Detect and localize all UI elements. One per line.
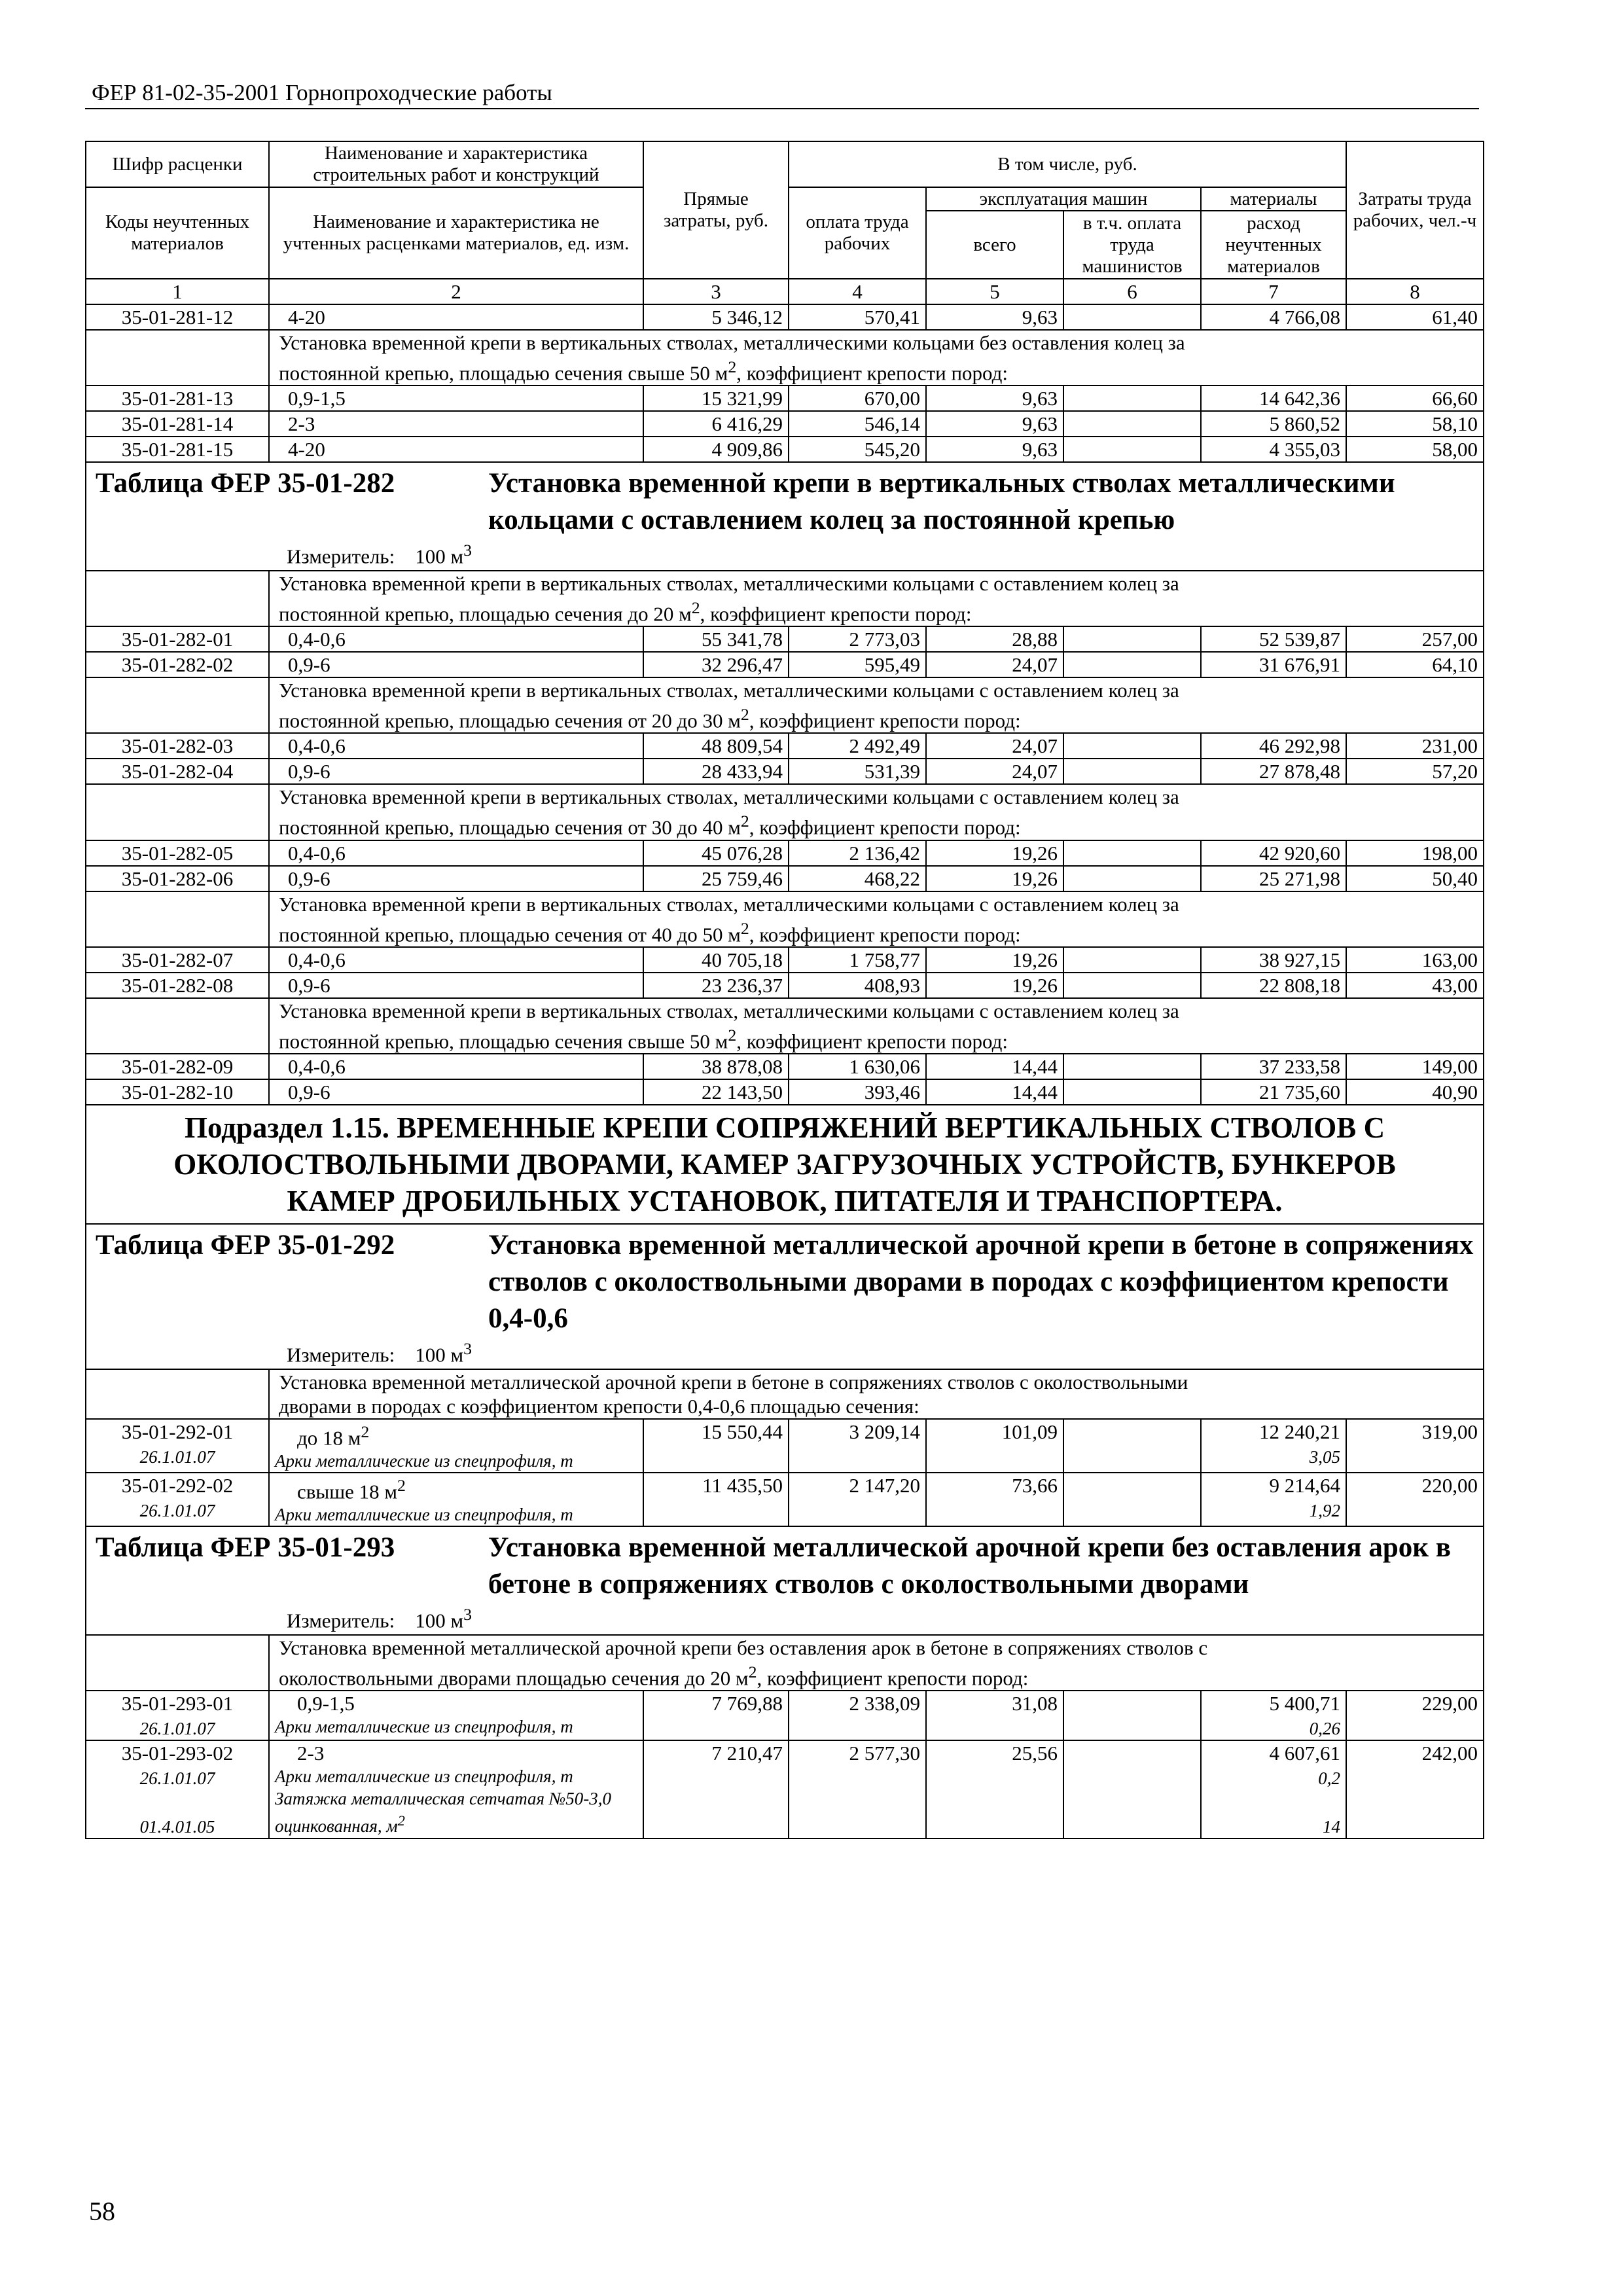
rates-table bbox=[85, 141, 1484, 1839]
table-row: 35-01-282-04 0,9-6 28 433,94 531,39 24,07 27 878,48 57,20 bbox=[86, 759, 1484, 784]
column-numbers: 1 2 3 4 5 6 7 8 bbox=[86, 279, 1484, 304]
table-row: 35-01-282-01 0,4-0,6 55 341,78 2 773,03 28,88 52 539,87 257,00 bbox=[86, 626, 1484, 652]
head-hours: Затраты труда рабочих, чел.-ч bbox=[1346, 141, 1484, 279]
table-name: Установка временной металлической арочной крепи без оставления арок в бетоне в сопряжениях стволов с околоствольными дворами bbox=[488, 1532, 1452, 1600]
group-description: Установка временной металлической арочной крепи в бетоне в сопряжениях стволов с околоствольными дворами в породах с коэффициентом крепости 0,4-0,6 площадью сечения: bbox=[86, 1369, 1484, 1419]
table-title-282 bbox=[86, 462, 1484, 570]
measure: Измеритель: 100 $м^3$ bbox=[287, 1339, 472, 1367]
section-heading: Подраздел 1.15. ВРЕМЕННЫЕ КРЕПИ СОПРЯЖЕНИЙ ВЕРТИКАЛЬНЫХ СТВОЛОВ С ОКОЛОСТВОЛЬНЫМИ ДВОРАМИ, КАМЕР ЗАГРУЗОЧНЫХ УСТРОЙСТВ, БУНКЕРОВ КАМЕР ДРОБИЛЬНЫХ УСТАНОВОК, ПИТАТЕЛЯ И ТРАНСПОРТЕРА. bbox=[86, 1105, 1484, 1224]
table-row: 35-01-281-15 4-20 4 909,86 545,20 9,63 4 355,03 58,00 bbox=[86, 437, 1484, 462]
table-row: 35-01-282-10 0,9-6 22 143,50 393,46 14,44 21 735,60 40,90 bbox=[86, 1079, 1484, 1105]
table-row: 35-01-282-03 0,4-0,6 48 809,54 2 492,49 24,07 46 292,98 231,00 bbox=[86, 733, 1484, 759]
measure: Измеритель: 100 $м^3$ bbox=[287, 1605, 472, 1632]
material-qty: 0,26 bbox=[1309, 1718, 1340, 1738]
head-mat-codes: Коды неучтенных материалов bbox=[86, 187, 269, 279]
table-title-292 bbox=[86, 1224, 1484, 1369]
page-number: 58 bbox=[89, 2197, 115, 2226]
table-row: 35-01-282-07 0,4-0,6 40 705,18 1 758,77 19,26 38 927,15 163,00 bbox=[86, 947, 1484, 973]
table-label: Таблица ФЕР 35-01-293 bbox=[96, 1532, 395, 1564]
table-row: 35-01-293-01 26.1.01.07 0,9-1,5 Арки металлические из спецпрофиля, т 7 769,88 2 338,09 31,08 5 400,71 0,26 229,00 bbox=[86, 1691, 1484, 1740]
table-row: 35-01-281-12 4-20 5 346,12 570,41 9,63 4 766,08 61,40 bbox=[86, 304, 1484, 330]
material-name: Арки металлические из спецпрофиля, т bbox=[275, 1716, 573, 1736]
head-mach-driver: в т.ч. оплата труда машинистов bbox=[1063, 211, 1201, 279]
material-code: 26.1.01.07 bbox=[139, 1446, 215, 1467]
group-description: Установка временной крепи в вертикальных стволах, металлическими кольцами без оставления колец за постоянной крепью, площадью сечения свыше 50 $м^2$, коэффициент крепости пород: bbox=[86, 330, 1484, 386]
table-row: 35-01-282-08 0,9-6 23 236,37 408,93 19,26 22 808,18 43,00 bbox=[86, 973, 1484, 998]
table-row: 35-01-282-02 0,9-6 32 296,47 595,49 24,07 31 676,91 64,10 bbox=[86, 652, 1484, 677]
head-mat-usage: расход неучтенных материалов bbox=[1201, 211, 1346, 279]
table-name: Установка временной крепи в вертикальных стволах металлическими кольцами с оставлением колец за постоянной крепью bbox=[488, 468, 1395, 536]
group-description: Установка временной крепи в вертикальных стволах, металлическими кольцами с оставлением колец за постоянной крепью, площадью сечения от 20 до 30 $м^2$, коэффициент крепости пород: bbox=[86, 677, 1484, 733]
header-rule bbox=[85, 108, 1479, 109]
material-qty: 14 bbox=[1323, 1816, 1340, 1837]
material-code: 01.4.01.05 bbox=[139, 1816, 215, 1837]
table-row: 35-01-282-05 0,4-0,6 45 076,28 2 136,42 19,26 42 920,60 198,00 bbox=[86, 840, 1484, 866]
material-name: Арки металлические из спецпрофиля, т bbox=[275, 1505, 573, 1525]
head-labor: оплата труда рабочих bbox=[789, 187, 926, 279]
material-qty: 0,2 bbox=[1318, 1768, 1340, 1788]
head-code: Шифр расценки bbox=[86, 141, 269, 187]
head-mach-total: всего bbox=[926, 211, 1063, 279]
table-row: 35-01-282-06 0,9-6 25 759,46 468,22 19,26 25 271,98 50,40 bbox=[86, 866, 1484, 891]
table-label: Таблица ФЕР 35-01-292 bbox=[96, 1230, 395, 1261]
table-row: 35-01-292-02 26.1.01.07 свыше 18 $м^2$ Арки металлические из спецпрофиля, т 11 435,50 2 147,20 73,66 9 214,64 1,92 220,00 bbox=[86, 1473, 1484, 1526]
group-description: Установка временной крепи в вертикальных стволах, металлическими кольцами с оставлением колец за постоянной крепью, площадью сечения до 20 $м^2$, коэффициент крепости пород: bbox=[86, 571, 1484, 626]
table-row: 35-01-292-01 26.1.01.07 до 18 $м^2$ Арки металлические из спецпрофиля, т 15 550,44 3 209,14 101,09 12 240,21 3,05 319,00 bbox=[86, 1419, 1484, 1473]
table-row: 35-01-293-02 26.1.01.07 01.4.01.05 2-3 Арки металлические из спецпрофиля, т Затяжка металлическая сетчатая №50-3,0 оцинкованная, $м^2$ 7 210,47 2 577,30 25,56 4 607,61 0,2 14 242,00 bbox=[86, 1740, 1484, 1839]
material-code: 26.1.01.07 bbox=[139, 1500, 215, 1520]
table-name: Установка временной металлической арочной крепи в бетоне в сопряжениях стволов с околоствольными дворами в породах с коэффициентом крепости 0,4-0,6 bbox=[488, 1230, 1474, 1335]
head-name: Наименование и характеристика строительных работ и конструкций bbox=[269, 141, 643, 187]
material-code: 26.1.01.07 bbox=[139, 1768, 215, 1788]
group-description: Установка временной металлической арочной крепи без оставления арок в бетоне в сопряжениях стволов с околоствольными дворами площадью сечения до 20 $м^2$, коэффициент крепости пород: bbox=[86, 1635, 1484, 1691]
material-name: Арки металлические из спецпрофиля, т bbox=[275, 1450, 573, 1471]
material-name: Арки металлические из спецпрофиля, т bbox=[275, 1766, 573, 1786]
material-name: Затяжка металлическая сетчатая №50-3,0 оцинкованная, $м^2$ bbox=[275, 1788, 612, 1836]
material-qty: 1,92 bbox=[1309, 1500, 1340, 1520]
table-row: 35-01-282-09 0,4-0,6 38 878,08 1 630,06 14,44 37 233,58 149,00 bbox=[86, 1054, 1484, 1079]
table-title-293 bbox=[86, 1526, 1484, 1634]
head-mat-names: Наименование и характеристика не учтенных расценками материалов, ед. изм. bbox=[269, 187, 643, 279]
group-description: Установка временной крепи в вертикальных стволах, металлическими кольцами с оставлением колец за постоянной крепью, площадью сечения свыше 50 $м^2$, коэффициент крепости пород: bbox=[86, 998, 1484, 1054]
page-header: ФЕР 81-02-35-2001 Горнопроходческие работы bbox=[92, 80, 552, 105]
head-incl: В том числе, руб. bbox=[789, 141, 1346, 187]
table-row: 35-01-281-14 2-3 6 416,29 546,14 9,63 5 860,52 58,10 bbox=[86, 411, 1484, 437]
group-description: Установка временной крепи в вертикальных стволах, металлическими кольцами с оставлением колец за постоянной крепью, площадью сечения от 40 до 50 $м^2$, коэффициент крепости пород: bbox=[86, 891, 1484, 947]
group-description: Установка временной крепи в вертикальных стволах, металлическими кольцами с оставлением колец за постоянной крепью, площадью сечения от 30 до 40 $м^2$, коэффициент крепости пород: bbox=[86, 784, 1484, 840]
table-row: 35-01-281-13 0,9-1,5 15 321,99 670,00 9,63 14 642,36 66,60 bbox=[86, 386, 1484, 411]
head-machines: эксплуатация машин bbox=[926, 187, 1201, 211]
material-code: 26.1.01.07 bbox=[139, 1718, 215, 1738]
material-qty: 3,05 bbox=[1309, 1446, 1340, 1467]
head-materials: материалы bbox=[1201, 187, 1346, 211]
table-label: Таблица ФЕР 35-01-282 bbox=[96, 468, 395, 499]
head-direct: Прямые затраты, руб. bbox=[643, 141, 789, 279]
measure: Измеритель: 100 $м^3$ bbox=[287, 541, 472, 568]
